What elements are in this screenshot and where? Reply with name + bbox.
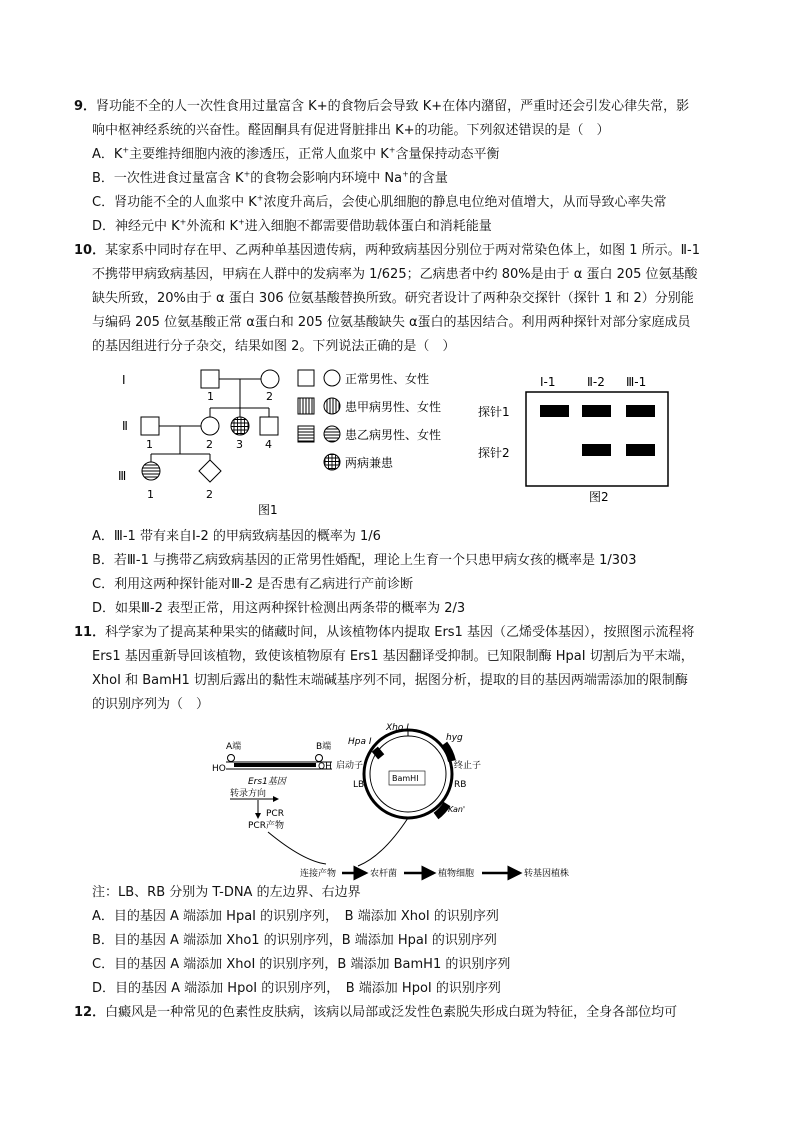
- svg-text:1: 1: [207, 390, 214, 403]
- legend-normal: 正常男性、女性: [345, 372, 430, 386]
- q10-option-d: D．如果Ⅲ-2 表型正常，用这两种探针检测出两条带的概率为 2/3: [92, 601, 466, 616]
- ers1-gene-bar: [234, 763, 316, 767]
- gen-I-label: Ⅰ: [122, 373, 126, 387]
- q11-stem-line2: Ers1 基因重新导回该植物，致使该植物原有 Ers1 基因翻译受抑制。已知限制酶 HpaI 切割后为平末端，: [92, 649, 694, 664]
- q10-stem-line3: 缺失所致，20%由于 α 蛋白 306 位氨基酸替换所致。研究者设计了两种杂交探针（探针 1 和 2）分别能: [92, 291, 694, 306]
- q12-stem-line1: 12．白癜风是一种常见的色素性皮肤病，该病以局部或泛发性色素脱失形成白斑为特征，全身各部位均可: [74, 1005, 678, 1020]
- q9-stem-line2: 响中枢神经系统的兴奋性。醛固酮具有促进肾脏排出 K+的功能。下列叙述错误的是（ ）: [92, 123, 610, 138]
- svg-text:2: 2: [266, 390, 273, 403]
- flow-plant-cell: 植物细胞: [438, 869, 475, 879]
- I1-normal-male: [201, 370, 219, 388]
- III2-unknown-sex: [199, 460, 221, 482]
- band-I1-probe1: [540, 405, 569, 417]
- lb-label: LB: [353, 780, 365, 790]
- svg-text:2: 2: [206, 488, 213, 501]
- hyg-label: hyg: [446, 733, 463, 743]
- pedigree-figure: [110, 362, 480, 522]
- band-II2-probe1: [582, 405, 611, 417]
- terminator-label: 终止子: [454, 761, 482, 771]
- flow-transgenic-plant: 转基因植株: [524, 869, 570, 879]
- band-III1-probe1: [626, 405, 655, 417]
- xho-label: Xho Ⅰ: [386, 723, 409, 733]
- legend-disease-a: 患甲病男性、女性: [345, 400, 442, 414]
- flow-agrobacterium: 农杆菌: [370, 869, 398, 879]
- band-II2-probe2: [582, 444, 611, 456]
- ers1-gene-label: Ers1基因: [248, 777, 286, 787]
- svg-text:1: 1: [146, 438, 153, 451]
- svg-text:1: 1: [147, 488, 154, 501]
- q11-stem-line1: 11．科学家为了提高某种果实的储藏时间，从该植物体内提取 Ers1 基因（乙烯受体基因），按照图示流程将: [74, 625, 695, 640]
- legend-both: 两病兼患: [345, 456, 394, 470]
- gen-II-label: Ⅱ: [122, 419, 128, 433]
- legend-disease-b: 患乙病男性、女性: [345, 428, 442, 442]
- q10-option-a: A．Ⅲ-1 带有来自Ⅰ-2 的甲病致病基因的概率为 1/6: [92, 529, 381, 544]
- transcription-direction: 转录方向: [230, 789, 267, 799]
- q11-option-d: D．目的基因 A 端添加 HpoI 的识别序列， B 端添加 HpoI 的识别序列: [92, 981, 501, 996]
- q10-stem-line4: 与编码 205 位氨基酸正常 α蛋白和 205 位氨基酸缺失 α蛋白的基因结合。利用两种探针对部分家庭成员: [92, 315, 691, 330]
- II2-normal-female: [201, 417, 219, 435]
- svg-text:3: 3: [236, 438, 243, 451]
- II4-normal-male: [260, 417, 278, 435]
- q11-note: 注：LB、RB 分别为 T-DNA 的左边界、右边界: [92, 885, 361, 900]
- q11-option-b: B．目的基因 A 端添加 Xho1 的识别序列，B 端添加 HpaI 的识别序列: [92, 933, 497, 948]
- probe1-label: 探针1: [478, 405, 510, 419]
- oh-label: OH: [318, 762, 332, 772]
- probe-figure: [474, 374, 684, 510]
- q9-stem-line1: 9．肾功能不全的人一次性食用过量富含 K+的食物后会导致 K+在体内潴留，严重时还会引发心律失常，影: [74, 99, 690, 114]
- cloning-figure: [208, 716, 608, 882]
- pcr-label: PCR: [266, 809, 284, 819]
- q9-option-c: C．肾功能不全的人血浆中 K+浓度升高后，会使心肌细胞的静息电位绝对值增大，从而导致心率失常: [92, 193, 667, 210]
- q11-option-c: C．目的基因 A 端添加 XhoI 的识别序列，B 端添加 BamH1 的识别序列: [92, 957, 511, 972]
- q10-option-b: B．若Ⅲ-1 与携带乙病致病基因的正常男性婚配，理论上生育一个只患甲病女孩的概率是 1/303: [92, 553, 637, 568]
- q11-option-a: A．目的基因 A 端添加 HpaI 的识别序列， B 端添加 XhoI 的识别序列: [92, 909, 499, 924]
- II3-both-diseases-female: [231, 417, 249, 435]
- figure1-caption: 图1: [258, 503, 278, 517]
- svg-text:4: 4: [265, 438, 272, 451]
- band-III1-probe2: [626, 444, 655, 456]
- b-end-label: B端: [316, 742, 332, 752]
- ho-label: HO: [212, 764, 226, 774]
- q10-stem-line1: 10．某家系中同时存在甲、乙两种单基因遗传病，两种致病基因分别位于两对常染色体上，如图 1 所示。Ⅱ-1: [74, 243, 700, 258]
- q10-option-c: C．利用这两种探针能对Ⅲ-2 是否患有乙病进行产前诊断: [92, 577, 414, 592]
- II1-normal-male: [141, 417, 159, 435]
- hpa-label: Hpa Ⅰ: [348, 737, 372, 747]
- flow-ligation: 连接产物: [300, 869, 337, 879]
- q9-option-b: B．一次性进食过量富含 K+的食物会影响内环境中 Na+的含量: [92, 169, 448, 186]
- III1-disease-b-female: [142, 462, 160, 480]
- q9-option-a: A．K+主要维持细胞内液的渗透压，正常人血浆中 K+含量保持动态平衡: [92, 145, 500, 162]
- col-III1: Ⅲ-1: [626, 375, 647, 389]
- q11-stem-line3: XhoI 和 BamH1 切割后露出的黏性末端碱基序列不同，据图分析，提取的目的基因两端需添加的限制酶: [92, 673, 688, 688]
- a-end-label: A端: [226, 742, 242, 752]
- figure2-caption: 图2: [589, 490, 609, 504]
- col-II2: Ⅱ-2: [587, 375, 605, 389]
- col-I1: Ⅰ-1: [540, 375, 556, 389]
- promoter-label: 启动子: [336, 761, 364, 771]
- svg-text:2: 2: [206, 438, 213, 451]
- pcr-product-label: PCR产物: [248, 821, 284, 831]
- I2-normal-female: [261, 370, 279, 388]
- bamh-label: BamHⅠ: [392, 774, 419, 783]
- kan-label: Kan': [448, 805, 466, 814]
- q11-stem-line4: 的识别序列为（ ）: [92, 697, 210, 712]
- gen-III-label: Ⅲ: [118, 469, 127, 483]
- q10-stem-line5: 的基因组进行分子杂交，结果如图 2。下列说法正确的是（ ）: [92, 339, 456, 354]
- probe2-label: 探针2: [478, 446, 510, 460]
- q9-option-d: D．神经元中 K+外流和 K+进入细胞不都需要借助载体蛋白和消耗能量: [92, 217, 492, 234]
- rb-label: RB: [454, 780, 467, 790]
- q10-stem-line2: 不携带甲病致病基因，甲病在人群中的发病率为 1/625；乙病患者中约 80%是由于 α 蛋白 205 位氨基酸: [92, 267, 698, 282]
